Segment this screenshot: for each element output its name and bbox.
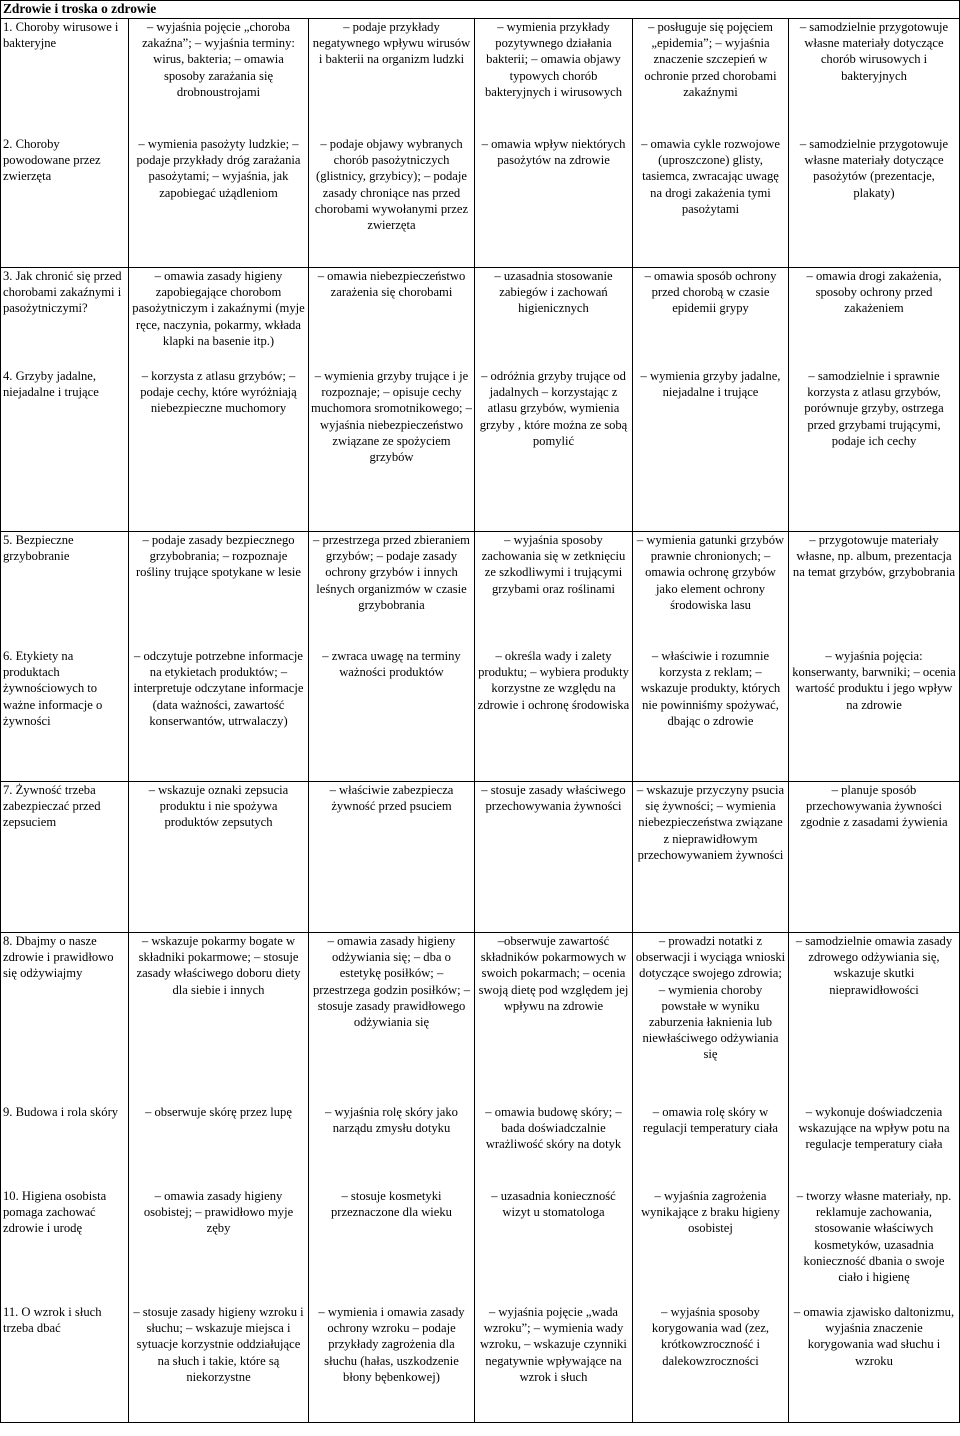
requirement-text: – korzysta z atlasu grzybów; – podaje cechy, które wyróżniają niebezpieczne muchomory xyxy=(140,369,297,416)
requirement-cell xyxy=(129,933,309,1423)
requirement-text: – przygotowuje materiały własne, np. album, prezentacja na temat grzybów, grzybobrania xyxy=(792,533,956,580)
requirement-text: – wymienia i omawia zasady ochrony wzroku – podaje przykłady zagrożenia dla słuchu (hałas, uszkodzenie błony bębenkowej) xyxy=(318,1305,465,1384)
topic-cell xyxy=(1,782,129,933)
requirement-text: – omawia sposób ochrony przed chorobą w czasie epidemii grypy xyxy=(644,269,777,316)
requirement-cell xyxy=(789,268,960,532)
requirement-cell xyxy=(129,268,309,532)
requirement-text: – właściwie zabezpiecza żywność przed psuciem xyxy=(329,783,454,814)
topic-cell xyxy=(1,933,129,1423)
requirement-text: – wyjaśnia pojęcia: konserwanty, barwniki; – ocenia wartość produktu i jego wpływ na zdrowie xyxy=(792,649,956,712)
requirement-text: – omawia wpływ niektórych pasożytów na zdrowie xyxy=(481,137,626,168)
requirement-text: – omawia cykle rozwojowe (uproszczone) glisty, tasiemca, zwracając uwagę na drogi zakażenia tymi pasożytami xyxy=(641,137,780,216)
topic-cell xyxy=(1,19,129,268)
requirement-cell xyxy=(475,19,633,268)
requirement-text: – prowadzi notatki z obserwacji i wyciąga wnioski dotyczące swojego zdrowia; – wymienia choroby powstałe w wyniku zaburzenia łaknienia lub niewłaściwego odżywiania się xyxy=(635,934,786,1062)
requirement-cell xyxy=(475,933,633,1423)
requirement-text: – omawia zasady higieny osobistej; – prawidłowo myje zęby xyxy=(143,1189,294,1236)
requirement-text: – określa wady i zalety produktu; – wybiera produkty korzystne ze względu na zdrowie i ochronę środowiska xyxy=(477,649,630,712)
requirement-text: – omawia budowę skóry; – bada doświadczalnie wrażliwość skóry na dotyk xyxy=(485,1105,622,1152)
requirement-text: – wyjaśnia pojęcie „choroba zakaźna”; – wyjaśnia terminy: wirus, bakteria; – omawia sposoby zarażania się drobnoustrojami xyxy=(142,20,295,99)
requirement-cell xyxy=(129,532,309,782)
requirement-text: – wymienia grzyby trujące i je rozpoznaje; – opisuje cechy muchomora sromotnikowego; – wyjaśnia niebezpieczeństwo związane ze spożyciem grzybów xyxy=(311,369,472,465)
requirement-text: – samodzielnie przygotowuje własne materiały dotyczące pasożytów (prezentacje, plakaty) xyxy=(799,137,949,200)
requirement-text: – omawia zasady higieny zapobiegające chorobom pasożytniczym i zakaźnymi (myje ręce, naczynia, pokarmy, wkłada klapki na basenie itp.) xyxy=(132,269,305,348)
requirement-text: – planuje sposób przechowywania żywności zgodnie z zasadami żywienia xyxy=(800,783,948,830)
requirement-cell xyxy=(633,532,789,782)
requirement-text: – stosuje zasady właściwego przechowywania żywności xyxy=(481,783,626,814)
table-row xyxy=(1,782,960,933)
requirement-text: – właściwie i rozumnie korzysta z reklam; – wskazuje produkty, których nie powinniśmy spożywać, dbając o zdrowie xyxy=(640,649,781,728)
requirement-cell xyxy=(789,782,960,933)
requirement-cell xyxy=(633,782,789,933)
requirement-text: – podaje objawy wybranych chorób pasożytniczych (glistnicy, grzybicy); – podaje zasady chroniące nas przed chorobami wywołanymi przez zwierzęta xyxy=(314,137,469,233)
requirement-text: – omawia zasady higieny odżywiania się; – dba o estetykę posiłków; – przestrzega godzin posiłków; – stosuje zasady prawidłowego odżywiania się xyxy=(312,934,471,1030)
requirement-cell xyxy=(789,19,960,268)
requirement-cell xyxy=(129,19,309,268)
requirement-text: – wskazuje oznaki zepsucia produktu i nie spożywa produktów zepsutych xyxy=(148,783,289,830)
requirement-cell xyxy=(789,933,960,1423)
requirement-text: – uzasadnia stosowanie zabiegów i zachowań higienicznych xyxy=(494,269,613,316)
table-row xyxy=(1,268,960,532)
requirement-text: – wyjaśnia pojęcie „wada wzroku”; – wymienia wady wzroku, – wskazuje czynniki negatywnie wpływające na wzrok i słuch xyxy=(480,1305,627,1384)
requirement-text: – podaje przykłady negatywnego wpływu wirusów i bakterii na organizm ludzki xyxy=(312,20,471,67)
requirement-cell xyxy=(309,782,475,933)
requirement-text: – podaje zasady bezpiecznego grzybobrania; – rozpoznaje rośliny trujące spotykane w lesie xyxy=(135,533,302,580)
requirement-text: – wymienia grzyby jadalne, niejadalne i trujące xyxy=(640,369,781,400)
requirement-text: – przestrzega przed zbieraniem grzybów; – podaje zasady ochrony grzybów i innych leśnych organizmów w czasie grzybobrania xyxy=(313,533,470,612)
requirement-text: – omawia niebezpieczeństwo zarażenia się chorobami xyxy=(317,269,466,300)
topic-title: 2. Choroby powodowane przez zwierzęta xyxy=(3,137,101,184)
requirement-cell xyxy=(633,19,789,268)
requirement-text: – wskazuje przyczyny psucia się żywności; – wymienia niebezpieczeństwa związane z nieprawidłowym przechowywaniem żywności xyxy=(636,783,785,862)
title-row xyxy=(1,1,960,19)
requirement-cell xyxy=(789,532,960,782)
requirement-text: – wyjaśnia sposoby korygowania wad (zez, krótkowzroczność i dalekowzroczności xyxy=(651,1305,770,1368)
requirement-cell xyxy=(475,782,633,933)
requirement-text: – zwraca uwagę na terminy ważności produktów xyxy=(322,649,461,680)
requirement-text: – wymienia przykłady pozytywnego działania bakterii; – omawia objawy typowych chorób bakteryjnych i wirusowych xyxy=(484,20,623,99)
table-row xyxy=(1,532,960,782)
requirement-text: – samodzielnie omawia zasady zdrowego odżywiania się, wskazuje skutki nieprawidłowości xyxy=(795,934,953,997)
topic-title: 8. Dbajmy o nasze zdrowie i prawidłowo się odżywiajmy xyxy=(3,934,114,981)
requirement-text: –obserwuje zawartość składników pokarmowych w swoich pokarmach; – ocenia swoją dietę pod względem jej wpływu na zdrowie xyxy=(478,934,629,1013)
table-title: Zdrowie i troska o zdrowie xyxy=(1,1,960,19)
requirement-text: – stosuje zasady higieny wzroku i słuchu; – wskazuje miejsca i sytuacje korzystnie oddziałujące na słuch i takie, które są niekorzystne xyxy=(133,1305,304,1384)
table-row xyxy=(1,933,960,1423)
requirement-cell xyxy=(129,782,309,933)
requirement-text: – tworzy własne materiały, np. reklamuje zachowania, stosowanie właściwych kosmetyków, uzasadnia konieczność dbania o swoje ciało i higienę xyxy=(796,1189,952,1285)
requirement-text: – wymienia pasożyty ludzkie; – podaje przykłady dróg zarażania pasożytami; – wyjaśnia, jak zapobiegać użądleniom xyxy=(136,137,301,200)
requirement-text: – odróżnia grzyby trujące od jadalnych – korzystając z atlasu grzybów, wymienia grzyby , które można ze sobą pomylić xyxy=(479,369,628,448)
requirement-cell xyxy=(633,268,789,532)
requirement-text: – stosuje kosmetyki przeznaczone dla wieku xyxy=(331,1189,452,1220)
requirement-text: – wskazuje pokarmy bogate w składniki pokarmowe; – stosuje zasady właściwego doboru diety dla siebie i innych xyxy=(136,934,301,997)
requirement-text: – posługuje się pojęciem „epidemia”; – wyjaśnia znaczenie szczepień w ochronie przed chorobami zakaźnymi xyxy=(644,20,777,99)
topic-title: 7. Żywność trzeba zabezpieczać przed zepsuciem xyxy=(3,783,101,830)
topic-title: 5. Bezpieczne grzybobranie xyxy=(3,533,74,564)
requirement-cell xyxy=(475,268,633,532)
topic-cell xyxy=(1,268,129,532)
requirement-text: – samodzielnie i sprawnie korzysta z atlasu grzybów, porównuje grzyby, ostrzega przed grzybami trującymi, podaje ich cechy xyxy=(804,369,944,448)
requirement-text: – wyjaśnia sposoby zachowania się w zetknięciu ze szkodliwymi i trującymi grzybami oraz roślinami xyxy=(481,533,626,596)
topic-title: 3. Jak chronić się przed chorobami zakaźnymi i pasożytniczymi? xyxy=(3,269,122,316)
requirement-text: – wyjaśnia zagrożenia wynikające z braku higieny osobistej xyxy=(641,1189,780,1236)
requirement-text: – omawia zjawisko daltonizmu, wyjaśnia znaczenie korygowania wad słuchu i wzroku xyxy=(793,1305,955,1368)
requirement-text: – wymienia gatunki grzybów prawnie chronionych; – omawia ochronę grzybów jako element ochrony środowiska lasu xyxy=(636,533,785,612)
requirement-text: – omawia drogi zakażenia, sposoby ochrony przed zakażeniem xyxy=(806,269,942,316)
topic-title: 11. O wzrok i słuch trzeba dbać xyxy=(3,1305,102,1336)
topic-title: 6. Etykiety na produktach żywnościowych to ważne informacje o żywności xyxy=(3,649,103,728)
topic-cell xyxy=(1,532,129,782)
requirement-cell xyxy=(309,933,475,1423)
topic-title: 4. Grzyby jadalne, niejadalne i trujące xyxy=(3,369,99,400)
requirement-text: – wyjaśnia rolę skóry jako narządu zmysłu dotyku xyxy=(325,1105,458,1136)
requirement-cell xyxy=(309,532,475,782)
topic-title: 9. Budowa i rola skóry xyxy=(3,1105,119,1119)
requirement-text: – uzasadnia konieczność wizyt u stomatologa xyxy=(491,1189,616,1220)
requirement-cell xyxy=(309,19,475,268)
requirement-text: – samodzielnie przygotowuje własne materiały dotyczące chorób wirusowych i bakteryjnych xyxy=(799,20,949,83)
requirement-cell xyxy=(309,268,475,532)
requirement-text: – omawia rolę skóry w regulacji temperatury ciała xyxy=(643,1105,778,1136)
requirement-cell xyxy=(633,933,789,1423)
requirement-text: – odczytuje potrzebne informacje na etykietach produktów; – interpretuje odczytane informacje (data ważności, zawartość konserwantów, utrwalaczy) xyxy=(133,649,304,728)
requirement-text: – obserwuje skórę przez lupę xyxy=(145,1105,292,1119)
requirement-text: – wykonuje doświadczenia wskazujące na wpływ potu na regulacje temperatury ciała xyxy=(798,1105,950,1152)
topic-title: 1. Choroby wirusowe i bakteryjne xyxy=(3,20,119,51)
table-row xyxy=(1,19,960,268)
requirement-cell xyxy=(475,532,633,782)
topic-title: 10. Higiena osobista pomaga zachować zdrowie i urodę xyxy=(3,1189,107,1236)
